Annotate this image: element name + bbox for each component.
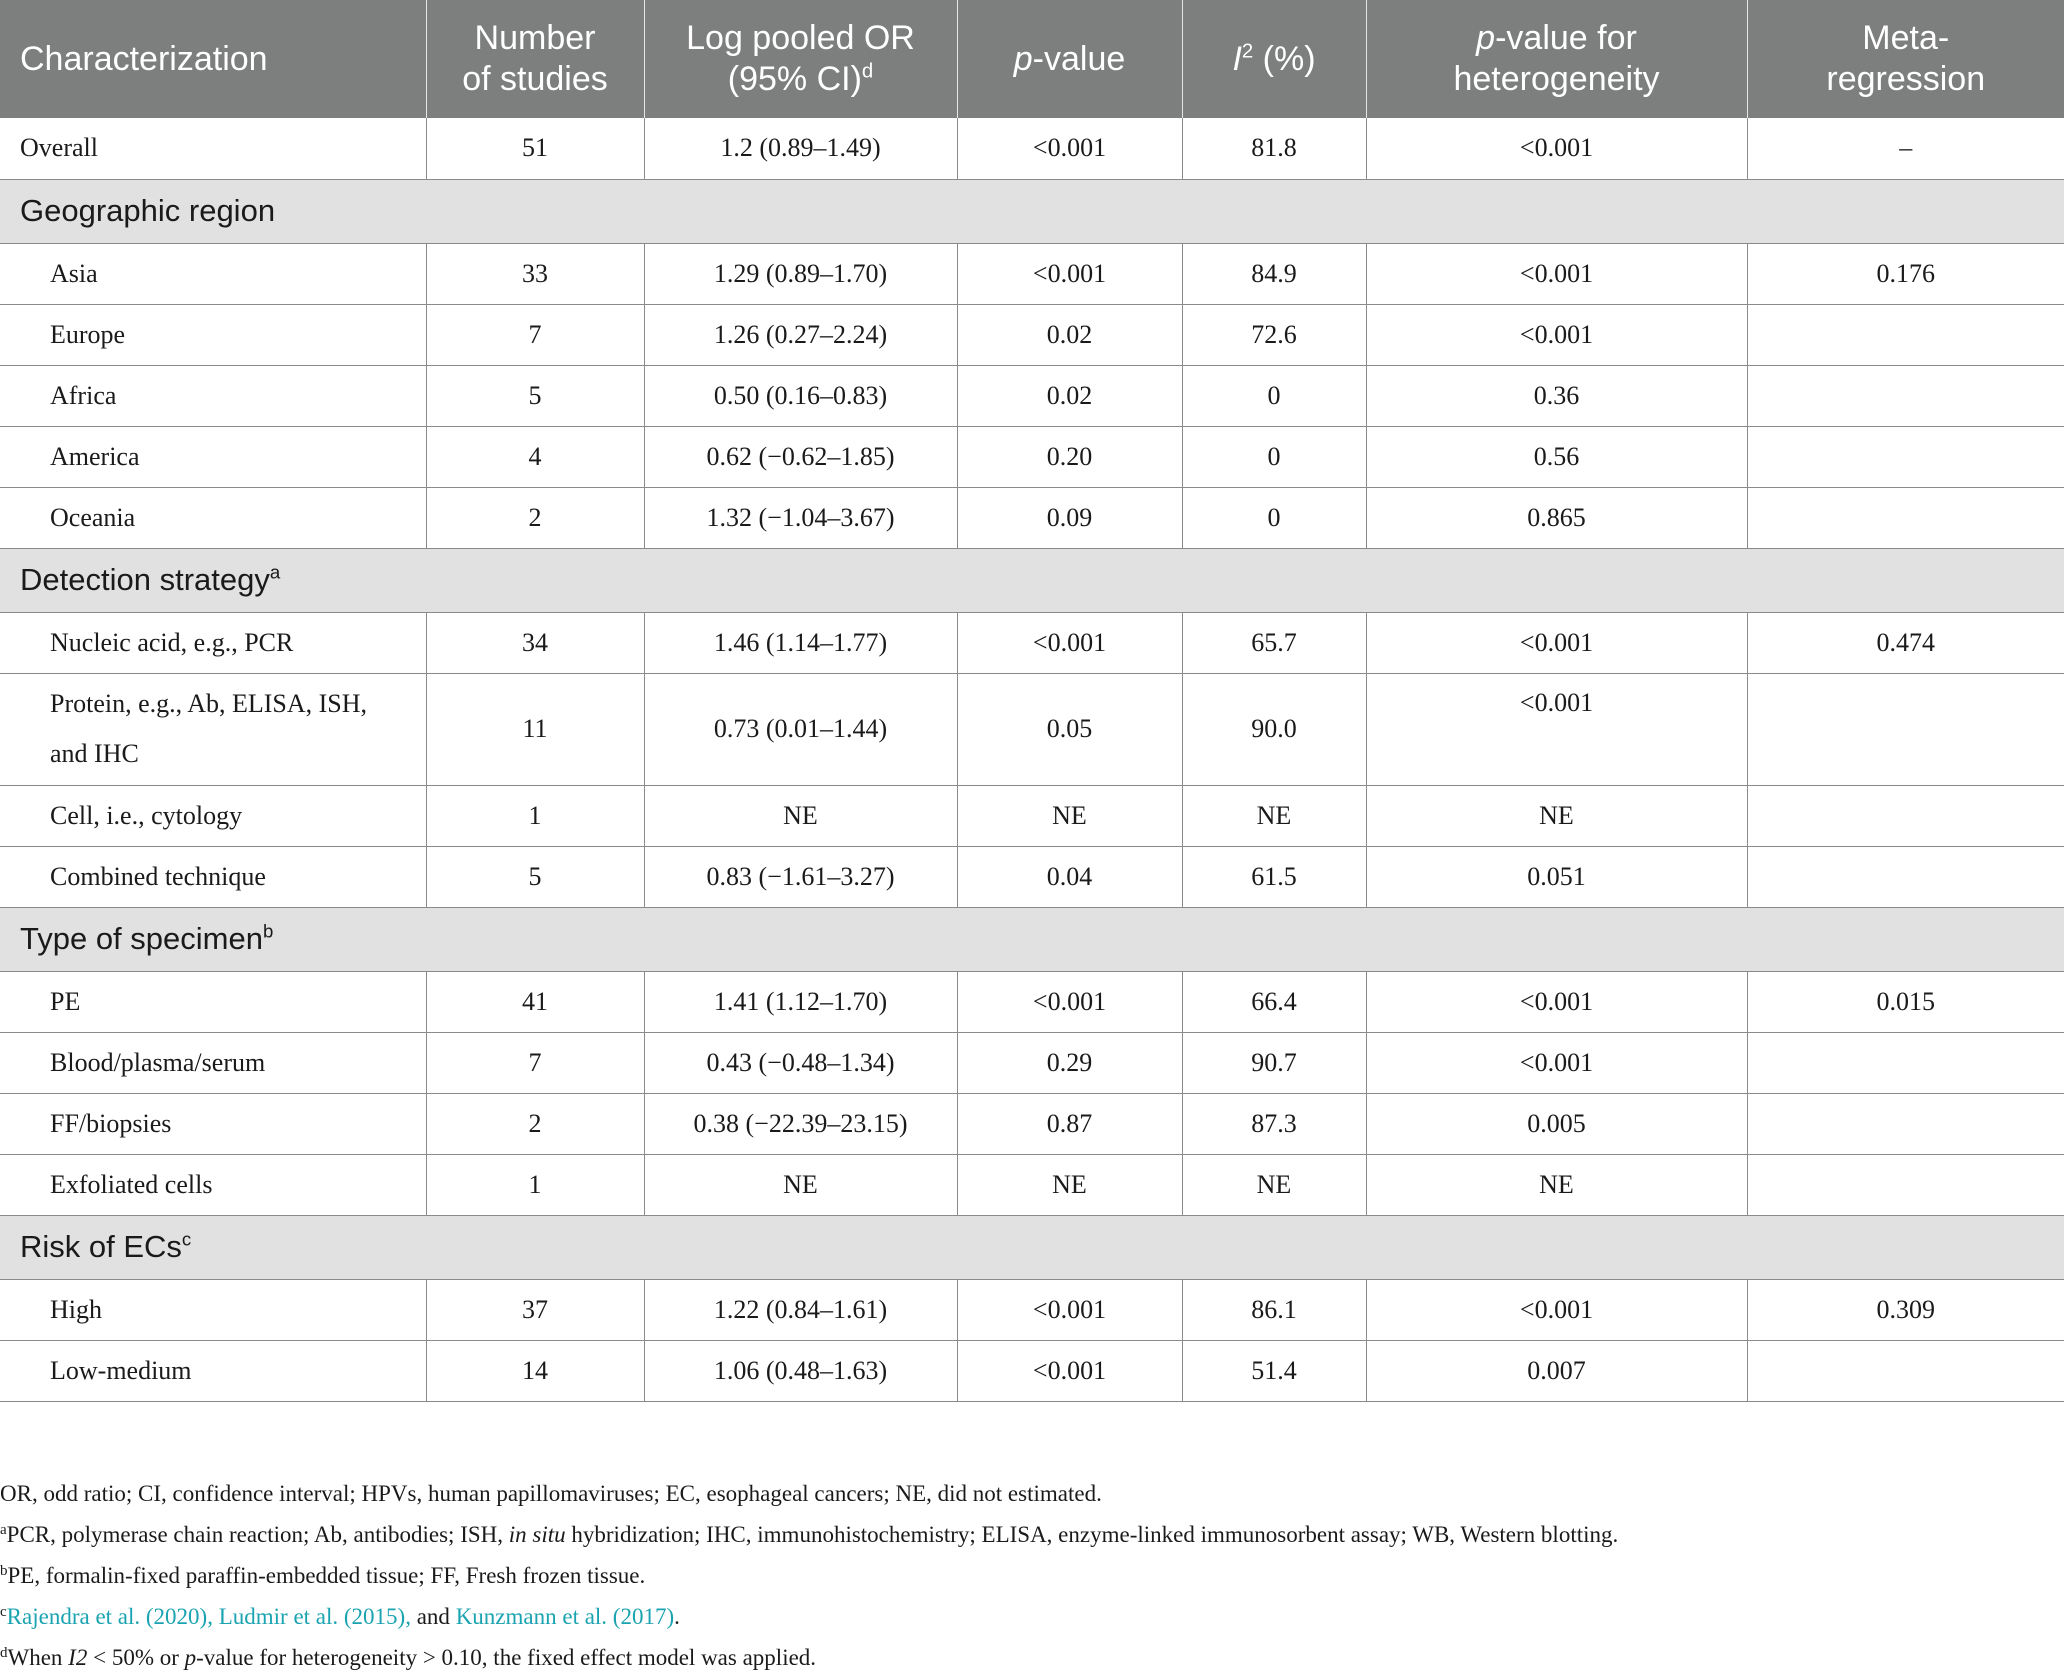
cell-i2: 0 bbox=[1182, 426, 1366, 487]
cell-p-het: 0.051 bbox=[1366, 846, 1747, 907]
section-title: Risk of ECs bbox=[20, 1229, 182, 1264]
cell-meta: 0.176 bbox=[1747, 243, 2064, 304]
col-header-p-heterogeneity: p-value for heterogeneity bbox=[1366, 0, 1747, 118]
cell-p-het: <0.001 bbox=[1366, 673, 1747, 785]
row-label: Nucleic acid, e.g., PCR bbox=[0, 612, 426, 673]
cell-p: 0.02 bbox=[957, 365, 1182, 426]
table-footnotes bbox=[0, 1475, 2064, 1676]
footnote-marker: b bbox=[262, 920, 274, 942]
table-row bbox=[0, 971, 2064, 1032]
col-header-log-pooled-or: Log pooled OR (95% CI)$^d$ bbox=[644, 0, 957, 118]
cell-or: 0.43 (−0.48–1.34) bbox=[644, 1032, 957, 1093]
row-label: FF/biopsies bbox=[0, 1093, 426, 1154]
cell-meta bbox=[1747, 426, 2064, 487]
cell-n: 51 bbox=[426, 118, 644, 179]
row-label: Asia bbox=[0, 243, 426, 304]
col-header-p-value: p-value bbox=[957, 0, 1182, 118]
cell-n: 5 bbox=[426, 365, 644, 426]
cell-i2: NE bbox=[1182, 1154, 1366, 1215]
cell-p-het: <0.001 bbox=[1366, 1032, 1747, 1093]
cell-p: NE bbox=[957, 1154, 1182, 1215]
cell-p: 0.87 bbox=[957, 1093, 1182, 1154]
table-row bbox=[0, 846, 2064, 907]
cell-p: <0.001 bbox=[957, 243, 1182, 304]
cell-n: 2 bbox=[426, 487, 644, 548]
table-row bbox=[0, 487, 2064, 548]
cell-or: 0.62 (−0.62–1.85) bbox=[644, 426, 957, 487]
cell-p-het: <0.001 bbox=[1366, 1279, 1747, 1340]
cell-p-het: NE bbox=[1366, 785, 1747, 846]
row-label: High bbox=[0, 1279, 426, 1340]
section-title: Type of specimen bbox=[20, 921, 263, 956]
cell-n: 2 bbox=[426, 1093, 644, 1154]
cell-p-het: 0.865 bbox=[1366, 487, 1747, 548]
cell-p: 0.02 bbox=[957, 304, 1182, 365]
cell-p: 0.20 bbox=[957, 426, 1182, 487]
cell-i2: 61.5 bbox=[1182, 846, 1366, 907]
row-label: America bbox=[0, 426, 426, 487]
cell-or: 1.41 (1.12–1.70) bbox=[644, 971, 957, 1032]
reference-link-kunzmann[interactable]: Kunzmann et al. (2017) bbox=[455, 1604, 675, 1629]
cell-n: 7 bbox=[426, 1032, 644, 1093]
table-row bbox=[0, 304, 2064, 365]
cell-p-het: <0.001 bbox=[1366, 118, 1747, 179]
cell-p: <0.001 bbox=[957, 612, 1182, 673]
cell-p-het: 0.005 bbox=[1366, 1093, 1747, 1154]
cell-or: NE bbox=[644, 785, 957, 846]
cell-p-het: NE bbox=[1366, 1154, 1747, 1215]
cell-p: <0.001 bbox=[957, 118, 1182, 179]
cell-n: 11 bbox=[426, 673, 644, 785]
section-title: Geographic region bbox=[20, 193, 276, 228]
cell-n: 14 bbox=[426, 1340, 644, 1401]
cell-meta bbox=[1747, 673, 2064, 785]
cell-or: 1.06 (0.48–1.63) bbox=[644, 1340, 957, 1401]
col-header-characterization: Characterization bbox=[0, 0, 426, 118]
cell-p: <0.001 bbox=[957, 971, 1182, 1032]
table-row bbox=[0, 1340, 2064, 1401]
table-row bbox=[0, 785, 2064, 846]
row-label: Overall bbox=[0, 118, 426, 179]
section-header-type-of-specimen bbox=[0, 907, 2064, 971]
cell-meta bbox=[1747, 487, 2064, 548]
cell-meta bbox=[1747, 365, 2064, 426]
cell-n: 41 bbox=[426, 971, 644, 1032]
cell-i2: 65.7 bbox=[1182, 612, 1366, 673]
cell-p: 0.29 bbox=[957, 1032, 1182, 1093]
cell-p-het: <0.001 bbox=[1366, 304, 1747, 365]
cell-p-het: <0.001 bbox=[1366, 971, 1747, 1032]
cell-i2: 87.3 bbox=[1182, 1093, 1366, 1154]
table-row bbox=[0, 243, 2064, 304]
cell-or: 1.22 (0.84–1.61) bbox=[644, 1279, 957, 1340]
footnote-d: $^d$When I2 < 50% or p-value for heterogeneity > 0.10, the fixed effect model was applied. bbox=[0, 1645, 817, 1670]
cell-p: 0.04 bbox=[957, 846, 1182, 907]
cell-meta: 0.474 bbox=[1747, 612, 2064, 673]
footnote-b: $^b$PE, formalin-fixed paraffin-embedded tissue; FF, Fresh frozen tissue. bbox=[0, 1563, 646, 1588]
cell-p: <0.001 bbox=[957, 1279, 1182, 1340]
table-row-overall bbox=[0, 118, 2064, 179]
cell-i2: 84.9 bbox=[1182, 243, 1366, 304]
footnote-a: $^a$PCR, polymerase chain reaction; Ab, antibodies; ISH, in situ hybridization; IHC, immunohistochemistry; ELISA, enzyme-linked immunosorbent assay; WB, Western blotting. bbox=[0, 1522, 1619, 1547]
cell-meta bbox=[1747, 846, 2064, 907]
cell-n: 37 bbox=[426, 1279, 644, 1340]
cell-i2: 86.1 bbox=[1182, 1279, 1366, 1340]
cell-or: 1.29 (0.89–1.70) bbox=[644, 243, 957, 304]
cell-meta: – bbox=[1747, 118, 2064, 179]
cell-p-het: <0.001 bbox=[1366, 612, 1747, 673]
cell-i2: 90.0 bbox=[1182, 673, 1366, 785]
cell-p-het: 0.007 bbox=[1366, 1340, 1747, 1401]
cell-meta bbox=[1747, 1154, 2064, 1215]
cell-or: 1.2 (0.89–1.49) bbox=[644, 118, 957, 179]
row-label: PE bbox=[0, 971, 426, 1032]
cell-n: 4 bbox=[426, 426, 644, 487]
table-row bbox=[0, 365, 2064, 426]
cell-or: 0.38 (−22.39–23.15) bbox=[644, 1093, 957, 1154]
cell-or: 0.50 (0.16–0.83) bbox=[644, 365, 957, 426]
col-header-meta-regression: Meta- regression bbox=[1747, 0, 2064, 118]
cell-meta bbox=[1747, 785, 2064, 846]
cell-or: 1.32 (−1.04–3.67) bbox=[644, 487, 957, 548]
table-row bbox=[0, 1093, 2064, 1154]
cell-or: 1.46 (1.14–1.77) bbox=[644, 612, 957, 673]
row-label: Africa bbox=[0, 365, 426, 426]
cell-p: 0.05 bbox=[957, 673, 1182, 785]
cell-p-het: 0.56 bbox=[1366, 426, 1747, 487]
cell-i2: 0 bbox=[1182, 365, 1366, 426]
cell-n: 5 bbox=[426, 846, 644, 907]
cell-meta bbox=[1747, 1032, 2064, 1093]
cell-or: 0.73 (0.01–1.44) bbox=[644, 673, 957, 785]
cell-p: <0.001 bbox=[957, 1340, 1182, 1401]
row-label: Cell, i.e., cytology bbox=[0, 785, 426, 846]
cell-p-het: <0.001 bbox=[1366, 243, 1747, 304]
row-label: Combined technique bbox=[0, 846, 426, 907]
cell-or: 0.83 (−1.61–3.27) bbox=[644, 846, 957, 907]
footnote-c: $^c$Rajendra et al. (2020), Ludmir et al. (2015), and Kunzmann et al. (2017). bbox=[0, 1604, 680, 1629]
cell-i2: 72.6 bbox=[1182, 304, 1366, 365]
cell-n: 33 bbox=[426, 243, 644, 304]
table-row bbox=[0, 673, 2064, 785]
cell-n: 7 bbox=[426, 304, 644, 365]
col-header-number-of-studies: Number of studies bbox=[426, 0, 644, 118]
col-header-i2: $I^2$ (%) bbox=[1182, 0, 1366, 118]
table-row bbox=[0, 1032, 2064, 1093]
row-label: Oceania bbox=[0, 487, 426, 548]
cell-p-het: 0.36 bbox=[1366, 365, 1747, 426]
cell-i2: 66.4 bbox=[1182, 971, 1366, 1032]
table-row bbox=[0, 1279, 2064, 1340]
cell-or: NE bbox=[644, 1154, 957, 1215]
cell-p: NE bbox=[957, 785, 1182, 846]
cell-n: 1 bbox=[426, 785, 644, 846]
cell-i2: 51.4 bbox=[1182, 1340, 1366, 1401]
table-row bbox=[0, 1154, 2064, 1215]
section-header-detection-strategy bbox=[0, 548, 2064, 612]
reference-link-rajendra-ludmir[interactable]: Rajendra et al. (2020), Ludmir et al. (2015), bbox=[6, 1604, 411, 1629]
footnote-abbreviations: OR, odd ratio; CI, confidence interval; HPVs, human papillomaviruses; EC, esophageal cancers; NE, did not estimated. bbox=[0, 1481, 1102, 1506]
footnote-marker: c bbox=[181, 1228, 192, 1250]
cell-meta: 0.309 bbox=[1747, 1279, 2064, 1340]
cell-p: 0.09 bbox=[957, 487, 1182, 548]
section-header-risk-of-ecs bbox=[0, 1215, 2064, 1279]
row-label: Europe bbox=[0, 304, 426, 365]
cell-i2: 0 bbox=[1182, 487, 1366, 548]
row-label: Protein, e.g., Ab, ELISA, ISH, and IHC bbox=[0, 673, 426, 785]
cell-n: 34 bbox=[426, 612, 644, 673]
row-label: Low-medium bbox=[0, 1340, 426, 1401]
cell-or: 1.26 (0.27–2.24) bbox=[644, 304, 957, 365]
cell-i2: 90.7 bbox=[1182, 1032, 1366, 1093]
cell-n: 1 bbox=[426, 1154, 644, 1215]
table-row bbox=[0, 612, 2064, 673]
section-title: Detection strategy bbox=[20, 562, 270, 597]
row-label: Blood/plasma/serum bbox=[0, 1032, 426, 1093]
footnote-marker: a bbox=[269, 561, 281, 583]
cell-i2: 81.8 bbox=[1182, 118, 1366, 179]
table-row bbox=[0, 426, 2064, 487]
row-label: Exfoliated cells bbox=[0, 1154, 426, 1215]
cell-meta bbox=[1747, 1093, 2064, 1154]
cell-meta: 0.015 bbox=[1747, 971, 2064, 1032]
cell-i2: NE bbox=[1182, 785, 1366, 846]
header-row bbox=[0, 0, 2064, 118]
cell-meta bbox=[1747, 304, 2064, 365]
section-header-geographic-region bbox=[0, 179, 2064, 243]
cell-meta bbox=[1747, 1340, 2064, 1401]
